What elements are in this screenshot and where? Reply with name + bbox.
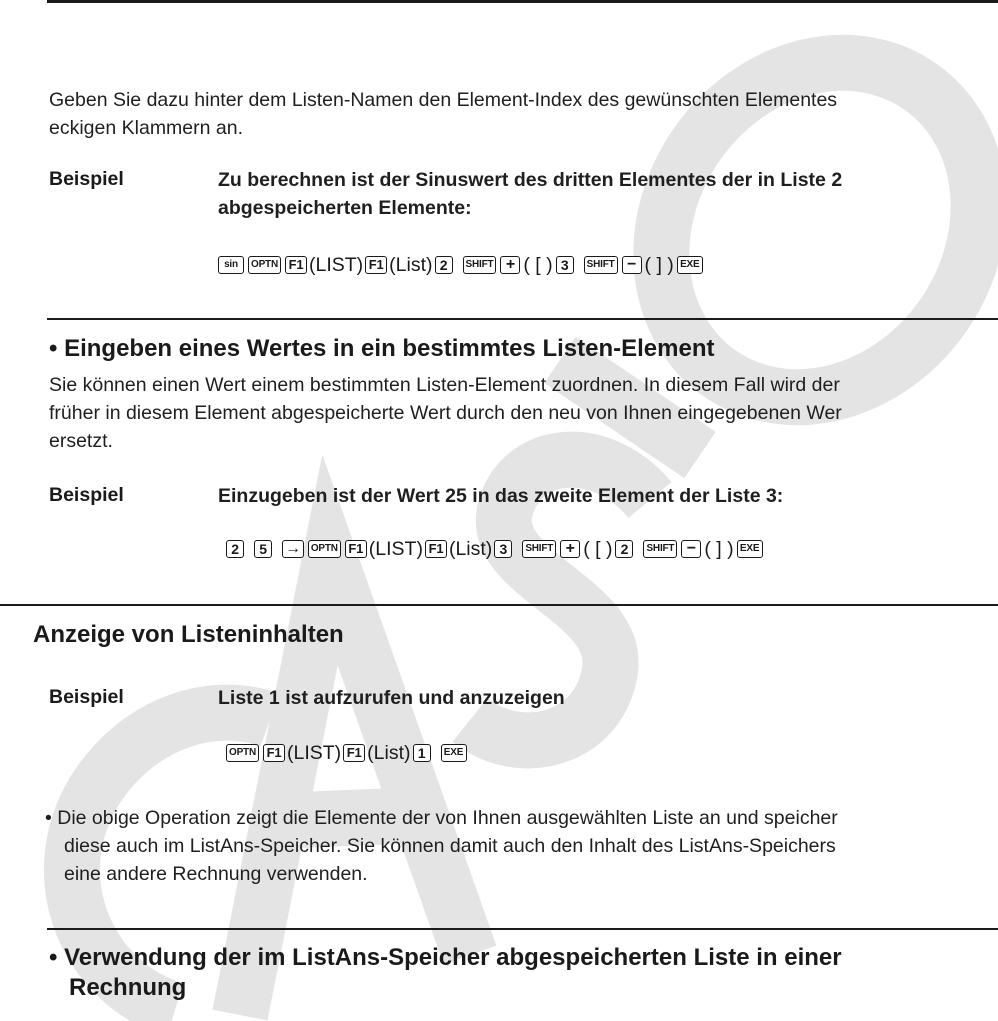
exe-key: EXE xyxy=(677,256,703,274)
list-label: (List) xyxy=(389,254,433,276)
exe-key: EXE xyxy=(441,744,467,762)
close-bracket-label: ( ] ) xyxy=(704,538,734,560)
f1-key: F1 xyxy=(285,256,307,274)
assign-line-1: Sie können einen Wert einem bestimmten Listen-Element zuordnen. In diesem Fall wird der xyxy=(49,374,840,396)
assign-line-3: ersetzt. xyxy=(49,430,113,452)
optn-key: OPTN xyxy=(308,540,341,558)
section-rule xyxy=(0,604,998,606)
close-bracket-label: ( ] ) xyxy=(644,254,674,276)
assign-line-2: früher in diesem Element abgespeicherte Wert durch den neu von Ihnen eingegebenen Wer xyxy=(49,402,842,424)
plus-key: + xyxy=(500,256,520,274)
open-bracket-label: ( [ ) xyxy=(583,538,613,560)
intro-line-1: Geben Sie dazu hinter dem Listen-Namen den Element-Index des gewünschten Elementes xyxy=(49,89,838,111)
list-label: (List) xyxy=(367,742,411,764)
minus-key: − xyxy=(622,256,642,274)
minus-key: − xyxy=(681,540,701,558)
listans-heading-line2: Rechnung xyxy=(69,974,187,1001)
listans-heading-line1: • Verwendung der im ListAns-Speicher abgespeicherten Liste in einer xyxy=(49,944,842,971)
f1-key: F1 xyxy=(343,744,365,762)
note-paragraph xyxy=(45,804,995,888)
top-rule xyxy=(47,0,998,3)
note-line-1: • Die obige Operation zeigt die Elemente der von Ihnen ausgewählten Liste an und speicher xyxy=(45,807,838,829)
shift-key: SHIFT xyxy=(522,540,556,558)
example1-text xyxy=(218,166,988,222)
shift-key: SHIFT xyxy=(643,540,677,558)
shift-key: SHIFT xyxy=(463,256,497,274)
example3-text: Liste 1 ist aufzurufen und anzuzeigen xyxy=(218,687,565,709)
digit-2-key: 2 xyxy=(226,540,244,558)
list-label: (List) xyxy=(448,538,493,560)
digit-1-key: 1 xyxy=(413,744,431,762)
digit-3-key: 3 xyxy=(556,256,574,274)
example1-label: Beispiel xyxy=(49,168,124,190)
listans-heading xyxy=(49,943,994,1003)
store-arrow-key: → xyxy=(282,540,304,558)
digit-3-key: 3 xyxy=(494,540,512,558)
exe-key: EXE xyxy=(737,540,763,558)
list-caps-label: (LIST) xyxy=(308,254,364,276)
example1-text-line2: abgespeicherten Elemente: xyxy=(218,197,472,219)
example2-key-sequence xyxy=(224,536,765,562)
assign-heading: • Eingeben eines Wertes in ein bestimmtes Listen-Element xyxy=(49,335,715,362)
list-caps-label: (LIST) xyxy=(286,742,342,764)
digit-2-key: 2 xyxy=(615,540,633,558)
example2-text: Einzugeben ist der Wert 25 in das zweite Element der Liste 3: xyxy=(218,485,784,507)
note-line-3: eine andere Rechnung verwenden. xyxy=(64,863,368,885)
optn-key: OPTN xyxy=(248,256,281,274)
note-line-2: diese auch im ListAns-Speicher. Sie können damit auch den Inhalt des ListAns-Speichers xyxy=(64,835,836,857)
example2-label: Beispiel xyxy=(49,484,124,506)
f1-key: F1 xyxy=(263,744,285,762)
example1-text-line1: Zu berechnen ist der Sinuswert des dritten Elementes der in Liste 2 xyxy=(218,169,843,191)
digit-5-key: 5 xyxy=(254,540,272,558)
intro-paragraph xyxy=(49,86,994,142)
display-heading: Anzeige von Listeninhalten xyxy=(33,621,344,648)
f1-key: F1 xyxy=(345,540,367,558)
intro-line-2: eckigen Klammern an. xyxy=(49,117,244,139)
f1-key: F1 xyxy=(365,256,387,274)
assign-paragraph xyxy=(49,371,994,455)
open-bracket-label: ( [ ) xyxy=(523,254,553,276)
optn-key: OPTN xyxy=(226,744,259,762)
shift-key: SHIFT xyxy=(584,256,618,274)
divider-rule-bottom xyxy=(47,928,998,930)
sin-key: sin xyxy=(218,256,244,274)
example1-key-sequence xyxy=(216,252,705,278)
example3-label: Beispiel xyxy=(49,686,124,708)
f1-key: F1 xyxy=(425,540,447,558)
example3-key-sequence xyxy=(224,740,469,766)
list-caps-label: (LIST) xyxy=(368,538,423,560)
plus-key: + xyxy=(560,540,580,558)
divider-rule xyxy=(47,318,998,320)
digit-2-key: 2 xyxy=(435,256,453,274)
